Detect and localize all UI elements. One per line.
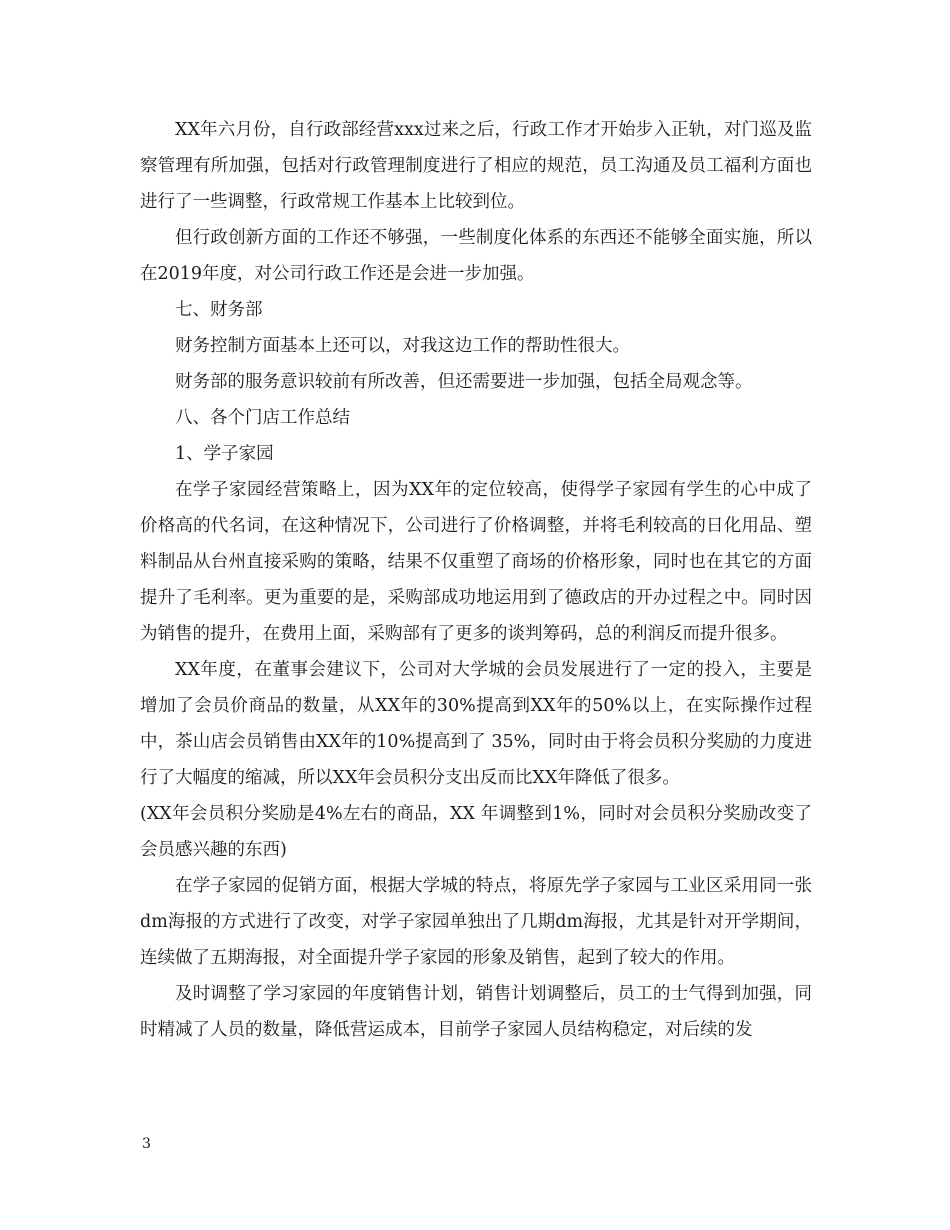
paragraph-admin-innovation: 但行政创新方面的工作还不够强，一些制度化体系的东西还不能够全面实施，所以在2019年度，对公司行政工作还是会进一步加强。 [140,228,812,284]
paragraph-finance-control: 财务控制方面基本上还可以，对我这边工作的帮助性很大。 [175,336,630,356]
subheading-xuezi-jiayuan: 1、学子家园 [175,444,274,464]
paragraph-membership: XX年度，在董事会建议下，公司对大学城的会员发展进行了一定的投入，主要是增加了会员价商品的数量，从XX年的30%提高到XX年的50%以上，在实际操作过程中，茶山店会员销售由XX年的10%提高到了 35%，同时由于将会员积分奖励的力度进行了大幅度的缩减，所以XX年会员积分支出反而比XX年降低了很多。 [140,660,812,788]
section-heading-finance: 七、财务部 [175,300,263,320]
paragraph-promotion: 在学子家园的促销方面，根据大学城的特点，将原先学子家园与工业区采用同一张dm海报的方式进行了改变，对学子家园单独出了几期dm海报，尤其是针对开学期间，连续做了五期海报，对全面提升学子家园的形象及销售，起到了较大的作用。 [140,876,812,968]
document-body [140,112,812,1048]
paragraph-finance-service: 财务部的服务意识较前有所改善，但还需要进一步加强，包括全局观念等。 [175,372,753,392]
paragraph-sales-plan: 及时调整了学习家园的年度销售计划，销售计划调整后，员工的士气得到加强，同时精减了人员的数量，降低营运成本，目前学子家园人员结构稳定，对后续的发 [140,984,812,1040]
paragraph-pricing-strategy: 在学子家园经营策略上，因为XX年的定位较高，使得学子家园有学生的心中成了价格高的代名词，在这种情况下，公司进行了价格调整，并将毛利较高的日化用品、塑料制品从台州直接采购的策略，结果不仅重塑了商场的价格形象，同时也在其它的方面提升了毛利率。更为重要的是，采购部成功地运用到了德政店的开办过程之中。同时因为销售的提升，在费用上面，采购部有了更多的谈判筹码，总的利润反而提升很多。 [140,480,812,644]
page-number: 3 [142,1136,151,1152]
paragraph-membership-note: (XX年会员积分奖励是4%左右的商品，XX 年调整到1%，同时对会员积分奖励改变了会员感兴趣的东西) [140,804,812,860]
paragraph-admin-june: XX年六月份，自行政部经营xxx过来之后，行政工作才开始步入正轨，对门巡及监察管理有所加强，包括对行政管理制度进行了相应的规范，员工沟通及员工福利方面也进行了一些调整，行政常规工作基本上比较到位。 [140,120,812,212]
section-heading-stores: 八、各个门店工作总结 [175,408,350,428]
